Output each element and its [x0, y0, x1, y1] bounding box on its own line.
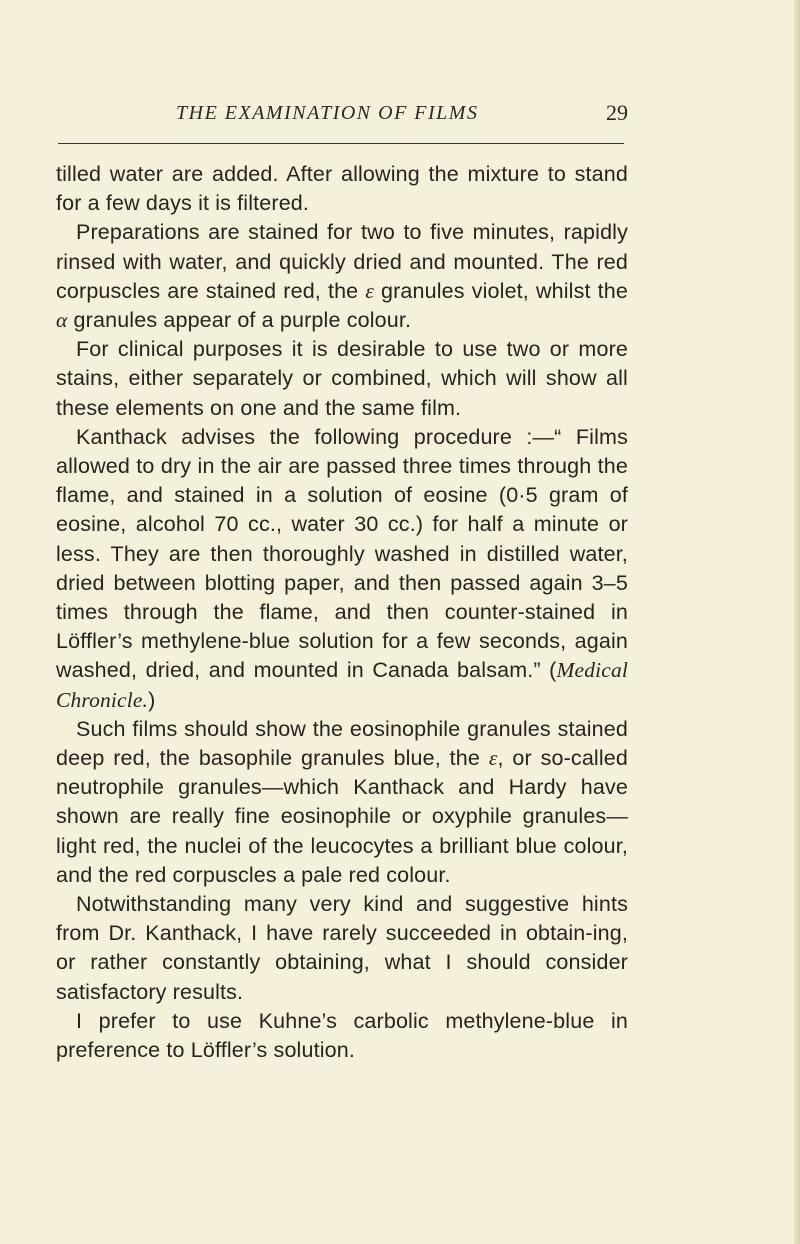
epsilon-symbol: ε — [365, 278, 374, 303]
paragraph-2 — [56, 218, 628, 335]
paragraph-4-text-b: ) — [148, 687, 156, 712]
paragraph-5-text-b: , or so-called neutrophile granules—which Kanthack and Hardy have shown are really fine eosinophile or oxyphile granules—light red, the nuclei of the leucocytes a brilliant blue colour, and the red corpuscles a pale red colour. — [56, 746, 628, 887]
paragraph-2-text-b: granules violet, whilst the — [373, 278, 628, 303]
running-head — [56, 102, 628, 142]
paragraph-1-text: tilled water are added. After allowing the mixture to stand for a few days it is filtered. — [56, 162, 628, 216]
paragraph-7 — [56, 1007, 628, 1065]
epsilon-symbol: ε — [488, 746, 498, 771]
paragraph-2-text-a: Preparations are stained for two to five minutes, rapidly rinsed with water, and quickly dried and mounted. The red corpuscles are stained red, the — [56, 220, 628, 303]
paragraph-2-text-c: granules appear of a purple colour. — [67, 308, 412, 333]
page-number: 29 — [606, 100, 628, 125]
paragraph-5 — [56, 715, 628, 890]
paragraph-6 — [56, 890, 628, 1007]
citation-medical-chronicle: Medical Chronicle. — [56, 658, 628, 712]
paragraph-7-text: I prefer to use Kuhne’s carbolic methylene-blue in preference to Löffler’s solution. — [56, 1008, 628, 1063]
paragraph-1 — [56, 160, 628, 218]
paragraph-3-text: For clinical purposes it is desirable to use two or more stains, either separately or combined, which will show all these elements on one and the same film. — [56, 337, 628, 420]
running-title: THE EXAMINATION OF FILMS — [176, 102, 479, 124]
paragraph-4-text-a: Kanthack advises the following procedure :—“ Films allowed to dry in the air are passed three times through the flame, and stained in a solution of eosine (0·5 gram of eosine, alcohol 70 cc., water 30 cc.) for half a minute or less. They are then thoroughly washed in distilled water, dried between blotting paper, and then passed again 3–5 times through the flame, and then counter-stained in Löffler’s methylene-blue solution for a few seconds, again washed, dried, and mounted in Canada balsam.” ( — [56, 424, 628, 683]
body-text — [56, 160, 628, 1065]
paragraph-6-text: Notwithstanding many very kind and suggestive hints from Dr. Kanthack, I have rarely succeeded in obtain-ing, or rather constantly obtaining, what I should consider satisfactory results. — [56, 892, 628, 1004]
alpha-symbol: α — [56, 308, 68, 333]
header-rule — [58, 143, 624, 144]
paragraph-3 — [56, 335, 628, 423]
paragraph-5-text-a: Such films should show the eosinophile granules stained deep red, the basophile granules blue, the — [56, 716, 628, 771]
page-edge — [794, 0, 800, 1244]
paragraph-4 — [56, 423, 628, 715]
